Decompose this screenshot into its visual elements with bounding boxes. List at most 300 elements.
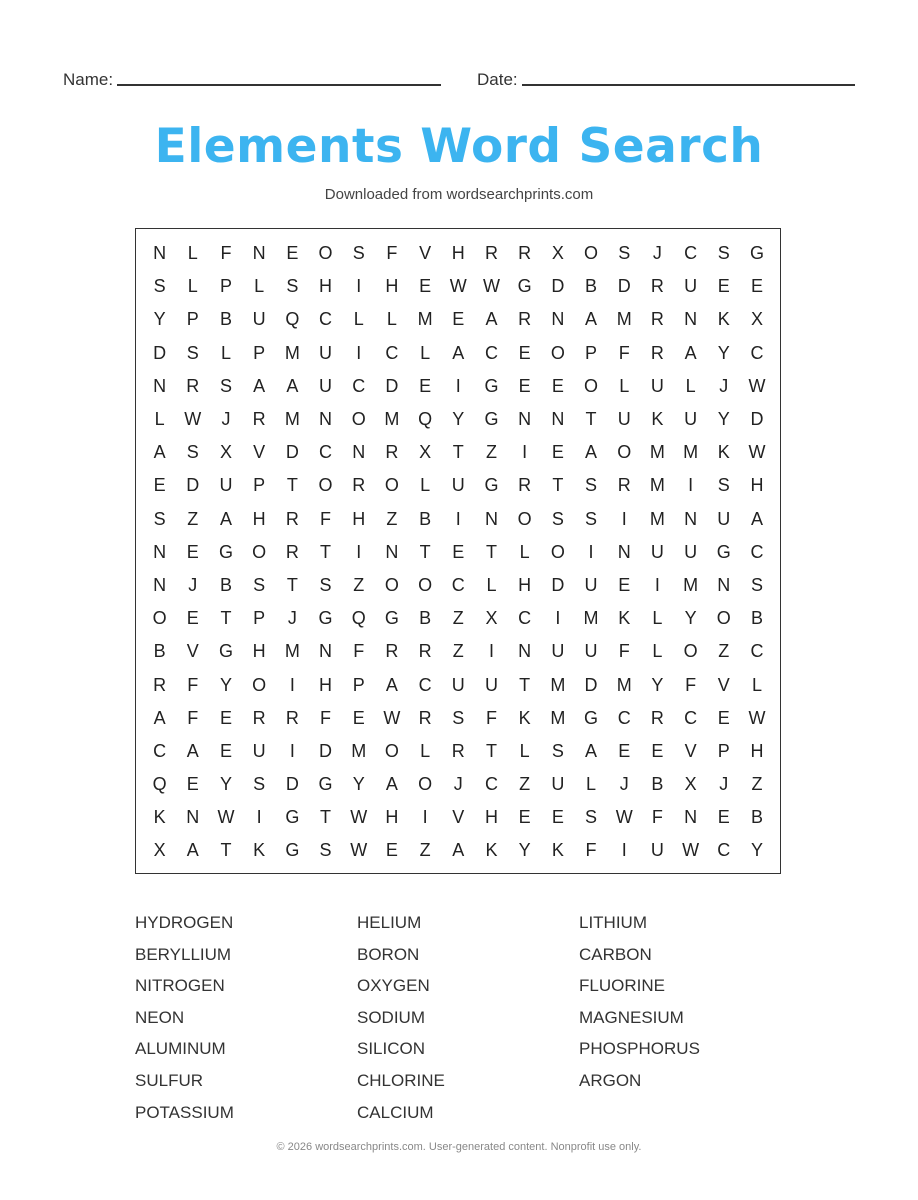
grid-cell[interactable]: O (252, 541, 267, 562)
grid-cell[interactable]: R (153, 674, 167, 695)
grid-cell[interactable]: L (586, 774, 597, 795)
grid-cell[interactable]: S (153, 508, 166, 529)
grid-cell[interactable]: F (353, 641, 365, 662)
grid-cell[interactable]: T (320, 807, 332, 828)
grid-cell[interactable]: N (484, 508, 498, 529)
grid-cell[interactable]: A (253, 375, 266, 396)
grid-cell[interactable]: J (188, 574, 198, 595)
grid-cell[interactable]: W (615, 807, 633, 828)
grid-cell[interactable]: X (551, 243, 564, 264)
grid-cell[interactable]: E (452, 541, 465, 562)
grid-cell[interactable]: U (650, 840, 664, 861)
grid-cell[interactable]: V (717, 674, 730, 695)
grid-cell[interactable]: D (551, 574, 565, 595)
grid-cell[interactable]: R (285, 508, 299, 529)
grid-cell[interactable]: H (319, 674, 333, 695)
grid-cell[interactable]: L (652, 641, 663, 662)
grid-cell[interactable]: R (385, 442, 399, 463)
grid-cell[interactable]: L (519, 541, 530, 562)
grid-cell[interactable]: O (351, 409, 366, 430)
grid-cell[interactable]: I (455, 508, 461, 529)
grid-cell[interactable]: E (219, 707, 232, 728)
grid-cell[interactable]: R (518, 309, 532, 330)
grid-cell[interactable]: V (419, 243, 432, 264)
grid-cell[interactable]: S (551, 508, 564, 529)
grid-cell[interactable]: M (550, 674, 566, 695)
grid-cell[interactable]: H (252, 508, 266, 529)
grid-cell[interactable]: E (750, 276, 763, 297)
grid-cell[interactable]: M (683, 574, 699, 595)
grid-cell[interactable]: W (748, 707, 766, 728)
grid-cell[interactable]: C (617, 707, 631, 728)
grid-cell[interactable]: C (750, 541, 764, 562)
grid-cell[interactable]: Q (351, 608, 366, 629)
grid-cell[interactable]: C (518, 608, 532, 629)
grid-cell[interactable]: S (618, 243, 631, 264)
grid-cell[interactable]: E (551, 375, 564, 396)
grid-cell[interactable]: H (385, 807, 399, 828)
grid-cell[interactable]: C (750, 342, 764, 363)
grid-cell[interactable]: O (716, 608, 731, 629)
grid-cell[interactable]: C (484, 342, 498, 363)
grid-cell[interactable]: D (551, 276, 565, 297)
grid-cell[interactable]: E (186, 774, 199, 795)
grid-cell[interactable]: E (352, 707, 365, 728)
grid-cell[interactable]: U (717, 508, 731, 529)
grid-cell[interactable]: I (555, 608, 561, 629)
grid-cell[interactable]: Z (353, 574, 365, 595)
grid-cell[interactable]: C (451, 574, 465, 595)
grid-cell[interactable]: G (749, 243, 764, 264)
grid-cell[interactable]: M (616, 674, 632, 695)
grid-cell[interactable]: I (289, 740, 295, 761)
grid-cell[interactable]: L (386, 309, 397, 330)
grid-cell[interactable]: J (719, 774, 729, 795)
grid-cell[interactable]: K (485, 840, 498, 861)
grid-cell[interactable]: M (583, 608, 599, 629)
grid-cell[interactable]: E (717, 807, 730, 828)
grid-cell[interactable]: N (319, 409, 333, 430)
grid-cell[interactable]: F (618, 342, 630, 363)
grid-cell[interactable]: U (551, 641, 565, 662)
grid-cell[interactable]: E (551, 442, 564, 463)
grid-cell[interactable]: A (585, 309, 598, 330)
grid-cell[interactable]: I (621, 840, 627, 861)
grid-cell[interactable]: P (585, 342, 598, 363)
grid-cell[interactable]: U (584, 641, 598, 662)
grid-cell[interactable]: U (319, 342, 333, 363)
grid-cell[interactable]: Z (718, 641, 730, 662)
grid-cell[interactable]: O (384, 740, 399, 761)
grid-cell[interactable]: J (453, 774, 463, 795)
grid-cell[interactable]: F (187, 707, 199, 728)
grid-cell[interactable]: A (153, 442, 166, 463)
grid-cell[interactable]: U (650, 375, 664, 396)
grid-cell[interactable]: L (220, 342, 231, 363)
grid-cell[interactable]: L (154, 409, 165, 430)
grid-cell[interactable]: N (551, 309, 565, 330)
grid-cell[interactable]: O (617, 442, 632, 463)
grid-cell[interactable]: H (750, 740, 764, 761)
grid-cell[interactable]: K (717, 309, 730, 330)
grid-cell[interactable]: N (717, 574, 731, 595)
grid-cell[interactable]: B (585, 276, 598, 297)
grid-cell[interactable]: P (253, 475, 266, 496)
grid-cell[interactable]: D (385, 375, 399, 396)
grid-cell[interactable]: E (518, 342, 531, 363)
grid-cell[interactable]: C (319, 309, 333, 330)
grid-cell[interactable]: F (220, 243, 232, 264)
grid-cell[interactable]: R (252, 409, 266, 430)
grid-cell[interactable]: Y (717, 409, 730, 430)
grid-cell[interactable]: S (551, 740, 564, 761)
grid-cell[interactable]: R (252, 707, 266, 728)
grid-cell[interactable]: N (153, 574, 167, 595)
grid-cell[interactable]: Y (717, 342, 730, 363)
grid-cell[interactable]: G (218, 541, 233, 562)
grid-cell[interactable]: R (518, 475, 532, 496)
grid-cell[interactable]: O (683, 641, 698, 662)
grid-cell[interactable]: C (153, 740, 167, 761)
grid-cell[interactable]: M (649, 442, 665, 463)
grid-cell[interactable]: B (750, 608, 763, 629)
grid-cell[interactable]: S (253, 574, 266, 595)
grid-cell[interactable]: R (484, 243, 498, 264)
grid-cell[interactable]: D (153, 342, 167, 363)
grid-cell[interactable]: I (488, 641, 494, 662)
grid-cell[interactable]: H (750, 475, 764, 496)
grid-cell[interactable]: U (319, 375, 333, 396)
grid-cell[interactable]: T (419, 541, 431, 562)
grid-cell[interactable]: T (286, 574, 298, 595)
grid-cell[interactable]: E (419, 276, 432, 297)
grid-cell[interactable]: W (184, 409, 202, 430)
grid-cell[interactable]: N (551, 409, 565, 430)
grid-cell[interactable]: N (684, 508, 698, 529)
grid-cell[interactable]: L (187, 243, 198, 264)
grid-cell[interactable]: A (452, 342, 465, 363)
grid-cell[interactable]: B (651, 774, 664, 795)
grid-cell[interactable]: Y (219, 774, 232, 795)
grid-cell[interactable]: H (451, 243, 465, 264)
grid-cell[interactable]: T (286, 475, 298, 496)
grid-cell[interactable]: A (286, 375, 299, 396)
grid-cell[interactable]: P (253, 608, 266, 629)
grid-cell[interactable]: U (684, 409, 698, 430)
grid-cell[interactable]: L (486, 574, 497, 595)
grid-cell[interactable]: L (751, 674, 762, 695)
grid-cell[interactable]: F (187, 674, 199, 695)
grid-cell[interactable]: S (286, 276, 299, 297)
grid-cell[interactable]: Y (219, 674, 232, 695)
grid-cell[interactable]: B (153, 641, 166, 662)
grid-cell[interactable]: T (320, 541, 332, 562)
grid-cell[interactable]: Z (386, 508, 398, 529)
grid-cell[interactable]: W (482, 276, 500, 297)
grid-cell[interactable]: M (284, 641, 300, 662)
grid-cell[interactable]: I (588, 541, 594, 562)
grid-cell[interactable]: M (550, 707, 566, 728)
grid-cell[interactable]: S (717, 243, 730, 264)
grid-cell[interactable]: G (384, 608, 399, 629)
grid-cell[interactable]: A (452, 840, 465, 861)
grid-cell[interactable]: S (319, 574, 332, 595)
grid-cell[interactable]: N (518, 409, 532, 430)
grid-cell[interactable]: K (651, 409, 664, 430)
grid-cell[interactable]: G (484, 475, 499, 496)
grid-cell[interactable]: N (684, 309, 698, 330)
grid-cell[interactable]: S (585, 807, 598, 828)
grid-cell[interactable]: K (253, 840, 266, 861)
grid-cell[interactable]: W (449, 276, 467, 297)
grid-cell[interactable]: A (684, 342, 697, 363)
grid-cell[interactable]: O (318, 475, 333, 496)
grid-cell[interactable]: U (684, 541, 698, 562)
grid-cell[interactable]: Q (285, 309, 300, 330)
grid-cell[interactable]: H (252, 641, 266, 662)
grid-cell[interactable]: Y (750, 840, 763, 861)
grid-cell[interactable]: R (186, 375, 200, 396)
grid-cell[interactable]: N (319, 641, 333, 662)
grid-cell[interactable]: N (252, 243, 266, 264)
grid-cell[interactable]: F (685, 674, 697, 695)
grid-cell[interactable]: R (451, 740, 465, 761)
grid-cell[interactable]: V (186, 641, 199, 662)
grid-cell[interactable]: O (252, 674, 267, 695)
grid-cell[interactable]: G (484, 375, 499, 396)
grid-cell[interactable]: F (386, 243, 398, 264)
grid-cell[interactable]: U (684, 276, 698, 297)
grid-cell[interactable]: L (353, 309, 364, 330)
grid-cell[interactable]: S (253, 774, 266, 795)
grid-cell[interactable]: T (552, 475, 564, 496)
grid-cell[interactable]: E (651, 740, 664, 761)
grid-cell[interactable]: N (186, 807, 200, 828)
grid-cell[interactable]: Z (519, 774, 531, 795)
grid-cell[interactable]: P (253, 342, 266, 363)
name-field[interactable] (63, 68, 441, 90)
grid-cell[interactable]: A (585, 740, 598, 761)
grid-cell[interactable]: K (551, 840, 564, 861)
grid-cell[interactable]: Y (153, 309, 166, 330)
grid-cell[interactable]: D (285, 442, 299, 463)
grid-cell[interactable]: U (451, 475, 465, 496)
grid-cell[interactable]: G (318, 608, 333, 629)
grid-cell[interactable]: Y (452, 409, 465, 430)
grid-cell[interactable]: X (419, 442, 432, 463)
grid-cell[interactable]: O (384, 475, 399, 496)
grid-cell[interactable]: U (484, 674, 498, 695)
grid-cell[interactable]: Q (418, 409, 433, 430)
grid-cell[interactable]: L (685, 375, 696, 396)
grid-cell[interactable]: C (684, 707, 698, 728)
grid-cell[interactable]: Y (352, 774, 365, 795)
grid-cell[interactable]: E (186, 608, 199, 629)
grid-cell[interactable]: R (285, 707, 299, 728)
grid-cell[interactable]: M (649, 508, 665, 529)
grid-cell[interactable]: E (219, 740, 232, 761)
grid-cell[interactable]: U (219, 475, 233, 496)
grid-cell[interactable]: Z (485, 442, 497, 463)
grid-cell[interactable]: R (385, 641, 399, 662)
grid-cell[interactable]: D (750, 409, 764, 430)
grid-cell[interactable]: J (652, 243, 662, 264)
grid-cell[interactable]: H (385, 276, 399, 297)
grid-cell[interactable]: E (518, 375, 531, 396)
grid-cell[interactable]: T (220, 608, 232, 629)
grid-cell[interactable]: I (621, 508, 627, 529)
grid-cell[interactable]: H (352, 508, 366, 529)
grid-cell[interactable]: A (585, 442, 598, 463)
grid-cell[interactable]: Z (419, 840, 431, 861)
grid-cell[interactable]: G (285, 807, 300, 828)
grid-cell[interactable]: S (750, 574, 763, 595)
grid-cell[interactable]: E (618, 740, 631, 761)
grid-cell[interactable]: N (617, 541, 631, 562)
grid-cell[interactable]: U (252, 309, 266, 330)
grid-cell[interactable]: L (420, 475, 431, 496)
grid-cell[interactable]: Z (452, 641, 464, 662)
grid-cell[interactable]: G (285, 840, 300, 861)
grid-cell[interactable]: K (618, 608, 631, 629)
grid-cell[interactable]: O (418, 774, 433, 795)
grid-cell[interactable]: E (286, 243, 299, 264)
grid-cell[interactable]: A (186, 840, 199, 861)
grid-cell[interactable]: B (419, 508, 432, 529)
grid-cell[interactable]: O (384, 574, 399, 595)
grid-cell[interactable]: U (650, 541, 664, 562)
grid-cell[interactable]: E (551, 807, 564, 828)
grid-cell[interactable]: N (518, 641, 532, 662)
grid-cell[interactable]: A (385, 674, 398, 695)
grid-cell[interactable]: F (618, 641, 630, 662)
grid-cell[interactable]: M (616, 309, 632, 330)
grid-cell[interactable]: B (750, 807, 763, 828)
grid-cell[interactable]: X (153, 840, 166, 861)
grid-cell[interactable]: E (452, 309, 465, 330)
grid-cell[interactable]: H (484, 807, 498, 828)
grid-cell[interactable]: S (186, 342, 199, 363)
grid-cell[interactable]: J (719, 375, 729, 396)
grid-cell[interactable]: U (451, 674, 465, 695)
grid-cell[interactable]: G (318, 774, 333, 795)
grid-cell[interactable]: R (418, 641, 432, 662)
grid-cell[interactable]: A (219, 508, 232, 529)
grid-cell[interactable]: C (352, 375, 366, 396)
grid-cell[interactable]: O (584, 375, 599, 396)
grid-cell[interactable]: C (750, 641, 764, 662)
grid-cell[interactable]: A (750, 508, 763, 529)
grid-cell[interactable]: I (688, 475, 694, 496)
grid-cell[interactable]: W (217, 807, 235, 828)
grid-cell[interactable]: N (153, 243, 167, 264)
grid-cell[interactable]: L (519, 740, 530, 761)
grid-cell[interactable]: V (452, 807, 465, 828)
grid-cell[interactable]: I (356, 541, 362, 562)
grid-cell[interactable]: D (584, 674, 598, 695)
grid-cell[interactable]: C (385, 342, 399, 363)
grid-cell[interactable]: C (418, 674, 432, 695)
grid-cell[interactable]: M (417, 309, 433, 330)
grid-cell[interactable]: O (517, 508, 532, 529)
grid-cell[interactable]: X (684, 774, 697, 795)
grid-cell[interactable]: S (585, 475, 598, 496)
grid-cell[interactable]: A (153, 707, 166, 728)
grid-cell[interactable]: W (350, 840, 368, 861)
grid-cell[interactable]: S (153, 276, 166, 297)
grid-cell[interactable]: O (550, 342, 565, 363)
grid-cell[interactable]: G (716, 541, 731, 562)
grid-cell[interactable]: Z (187, 508, 199, 529)
grid-cell[interactable]: Z (452, 608, 464, 629)
grid-cell[interactable]: A (186, 740, 199, 761)
grid-cell[interactable]: N (352, 442, 366, 463)
grid-cell[interactable]: X (219, 442, 232, 463)
grid-cell[interactable]: Y (518, 840, 531, 861)
grid-cell[interactable]: E (153, 475, 166, 496)
grid-cell[interactable]: O (550, 541, 565, 562)
grid-cell[interactable]: R (650, 309, 664, 330)
grid-cell[interactable]: K (153, 807, 166, 828)
grid-cell[interactable]: U (617, 409, 631, 430)
grid-cell[interactable]: P (352, 674, 365, 695)
grid-cell[interactable]: K (518, 707, 531, 728)
grid-cell[interactable]: L (254, 276, 265, 297)
grid-cell[interactable]: Y (684, 608, 697, 629)
grid-cell[interactable]: K (717, 442, 730, 463)
grid-cell[interactable]: M (284, 409, 300, 430)
grid-cell[interactable]: S (319, 840, 332, 861)
grid-cell[interactable]: I (654, 574, 660, 595)
grid-cell[interactable]: S (717, 475, 730, 496)
grid-cell[interactable]: L (420, 740, 431, 761)
grid-cell[interactable]: A (485, 309, 498, 330)
grid-cell[interactable]: O (418, 574, 433, 595)
grid-cell[interactable]: O (318, 243, 333, 264)
grid-cell[interactable]: Q (152, 774, 167, 795)
grid-cell[interactable]: H (518, 574, 532, 595)
grid-cell[interactable]: E (186, 541, 199, 562)
grid-cell[interactable]: U (584, 574, 598, 595)
grid-cell[interactable]: R (617, 475, 631, 496)
grid-cell[interactable]: F (585, 840, 597, 861)
grid-cell[interactable]: S (585, 508, 598, 529)
grid-cell[interactable]: T (485, 740, 497, 761)
grid-cell[interactable]: R (352, 475, 366, 496)
grid-cell[interactable]: S (186, 442, 199, 463)
grid-cell[interactable]: E (419, 375, 432, 396)
grid-cell[interactable]: W (682, 840, 700, 861)
grid-cell[interactable]: R (518, 243, 532, 264)
grid-cell[interactable]: B (419, 608, 432, 629)
grid-cell[interactable]: F (320, 707, 332, 728)
grid-cell[interactable]: I (356, 276, 362, 297)
grid-cell[interactable]: V (253, 442, 266, 463)
grid-cell[interactable]: B (219, 309, 232, 330)
grid-cell[interactable]: R (285, 541, 299, 562)
grid-cell[interactable]: J (287, 608, 297, 629)
grid-cell[interactable]: I (256, 807, 262, 828)
grid-cell[interactable]: T (485, 541, 497, 562)
grid-cell[interactable]: W (350, 807, 368, 828)
grid-cell[interactable]: L (619, 375, 630, 396)
grid-cell[interactable]: M (351, 740, 367, 761)
date-line[interactable] (522, 84, 855, 86)
grid-cell[interactable]: F (320, 508, 332, 529)
grid-cell[interactable]: M (649, 475, 665, 496)
grid-cell[interactable]: Z (751, 774, 763, 795)
grid-cell[interactable]: J (221, 409, 231, 430)
